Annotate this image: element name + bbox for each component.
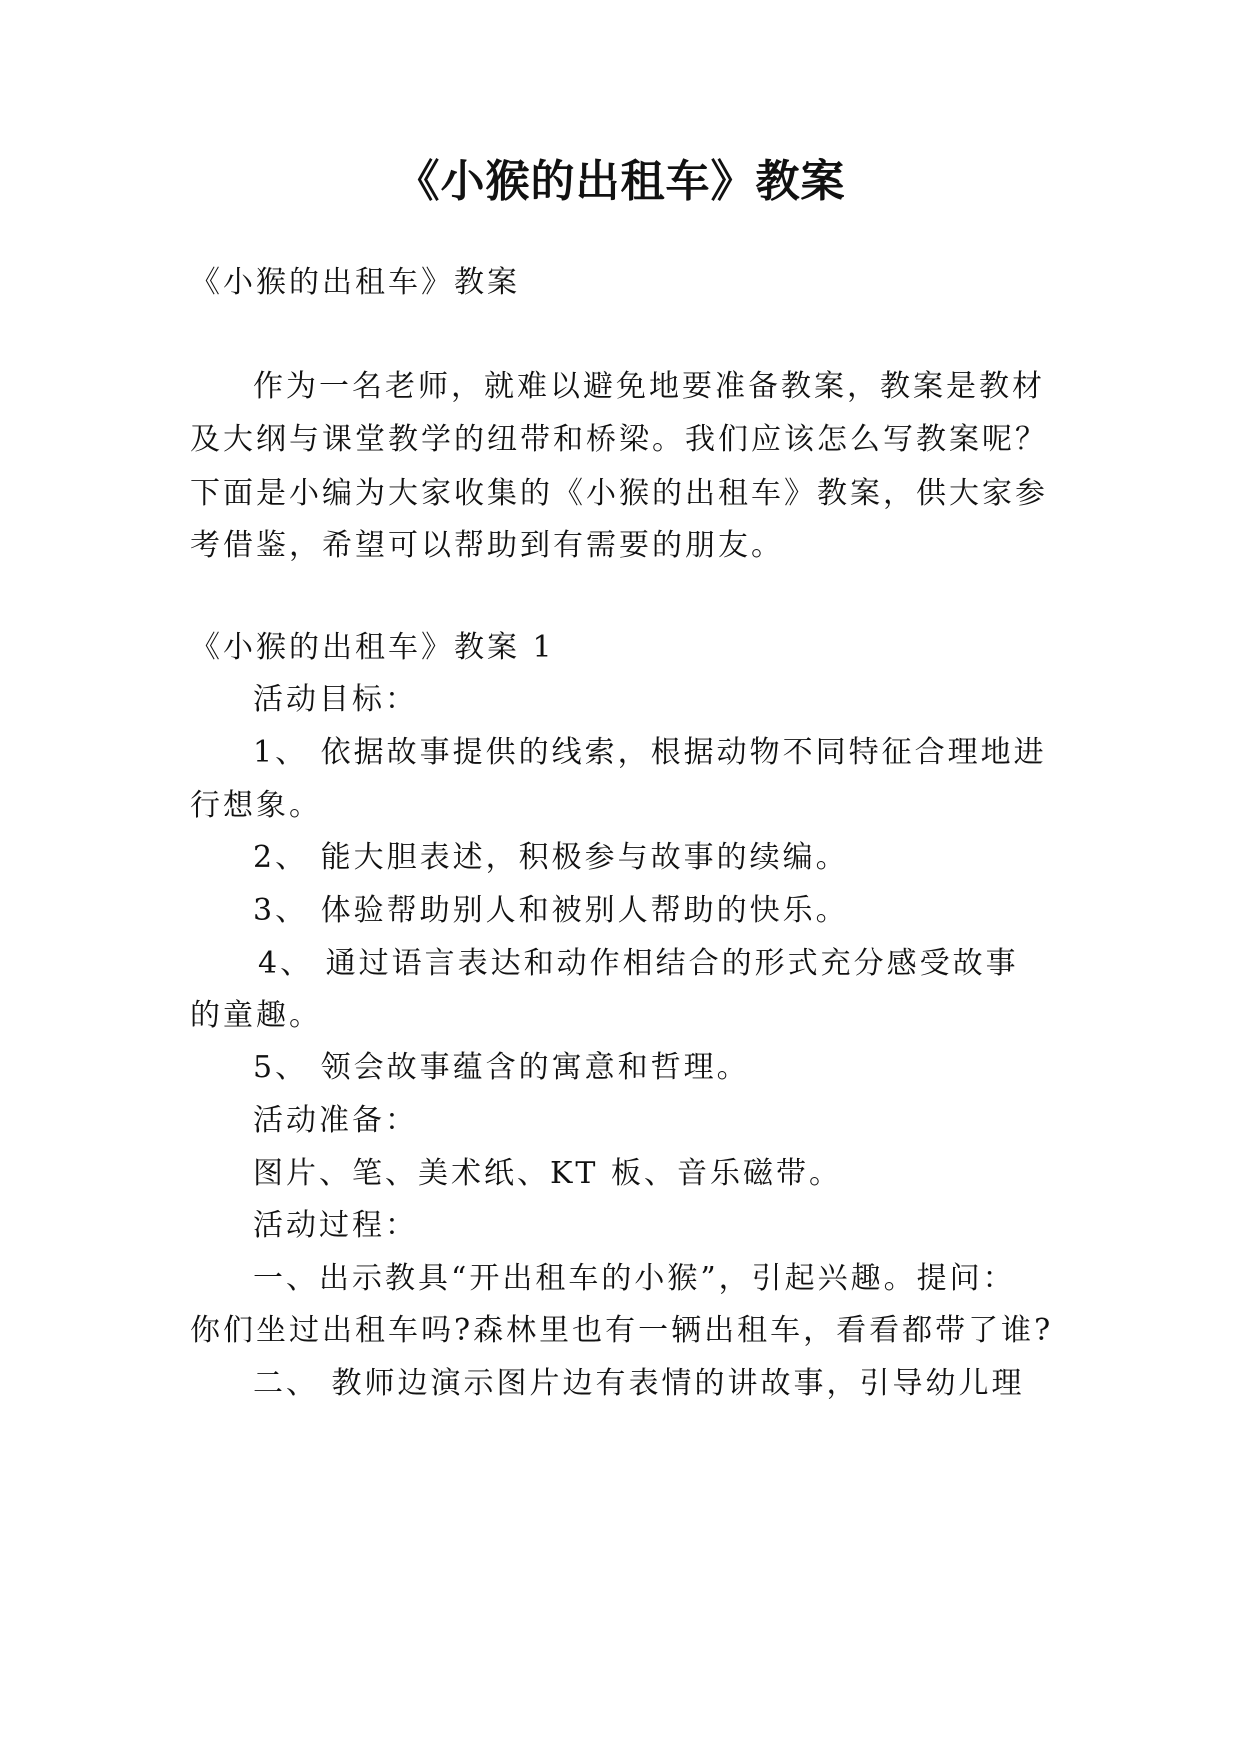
body-line: 1、 依据故事提供的线索，根据动物不同特征合理地进 <box>253 735 1047 770</box>
document-subtitle: 《小猴的出租车》教案 <box>190 265 520 300</box>
body-line: 4、 通过语言表达和动作相结合的形式充分感受故事 <box>258 946 1019 981</box>
intro-line: 及大纲与课堂教学的纽带和桥梁。我们应该怎么写教案呢？ <box>190 422 1048 457</box>
body-line: 5、 领会故事蕴含的寓意和哲理。 <box>253 1050 750 1085</box>
section-heading: 《小猴的出租车》教案 1 <box>190 630 555 665</box>
body-line: 活动目标： <box>253 682 418 717</box>
body-line: 3、 体验帮助别人和被别人帮助的快乐。 <box>253 893 849 928</box>
body-line: 活动过程： <box>253 1208 418 1243</box>
body-line: 的童趣。 <box>190 998 322 1033</box>
body-line: 行想象。 <box>190 788 322 823</box>
body-line: 你们坐过出租车吗?森林里也有一辆出租车，看看都带了谁? <box>190 1313 1054 1348</box>
body-line: 二、 教师边演示图片边有表情的讲故事，引导幼儿理 <box>253 1366 1025 1401</box>
body-line: 图片、笔、美术纸、KT 板、音乐磁带。 <box>253 1156 842 1191</box>
intro-line: 下面是小编为大家收集的《小猴的出租车》教案，供大家参 <box>190 476 1048 511</box>
intro-line: 考借鉴，希望可以帮助到有需要的朋友。 <box>190 528 784 563</box>
body-line: 2、 能大胆表述，积极参与故事的续编。 <box>253 840 849 875</box>
document-title: 《小猴的出租车》教案 <box>395 156 846 207</box>
body-line: 活动准备： <box>253 1103 418 1138</box>
body-line: 一、出示教具“开出租车的小猴”，引起兴趣。提问： <box>253 1261 1016 1296</box>
intro-line: 作为一名老师，就难以避免地要准备教案，教案是教材 <box>253 369 1045 404</box>
